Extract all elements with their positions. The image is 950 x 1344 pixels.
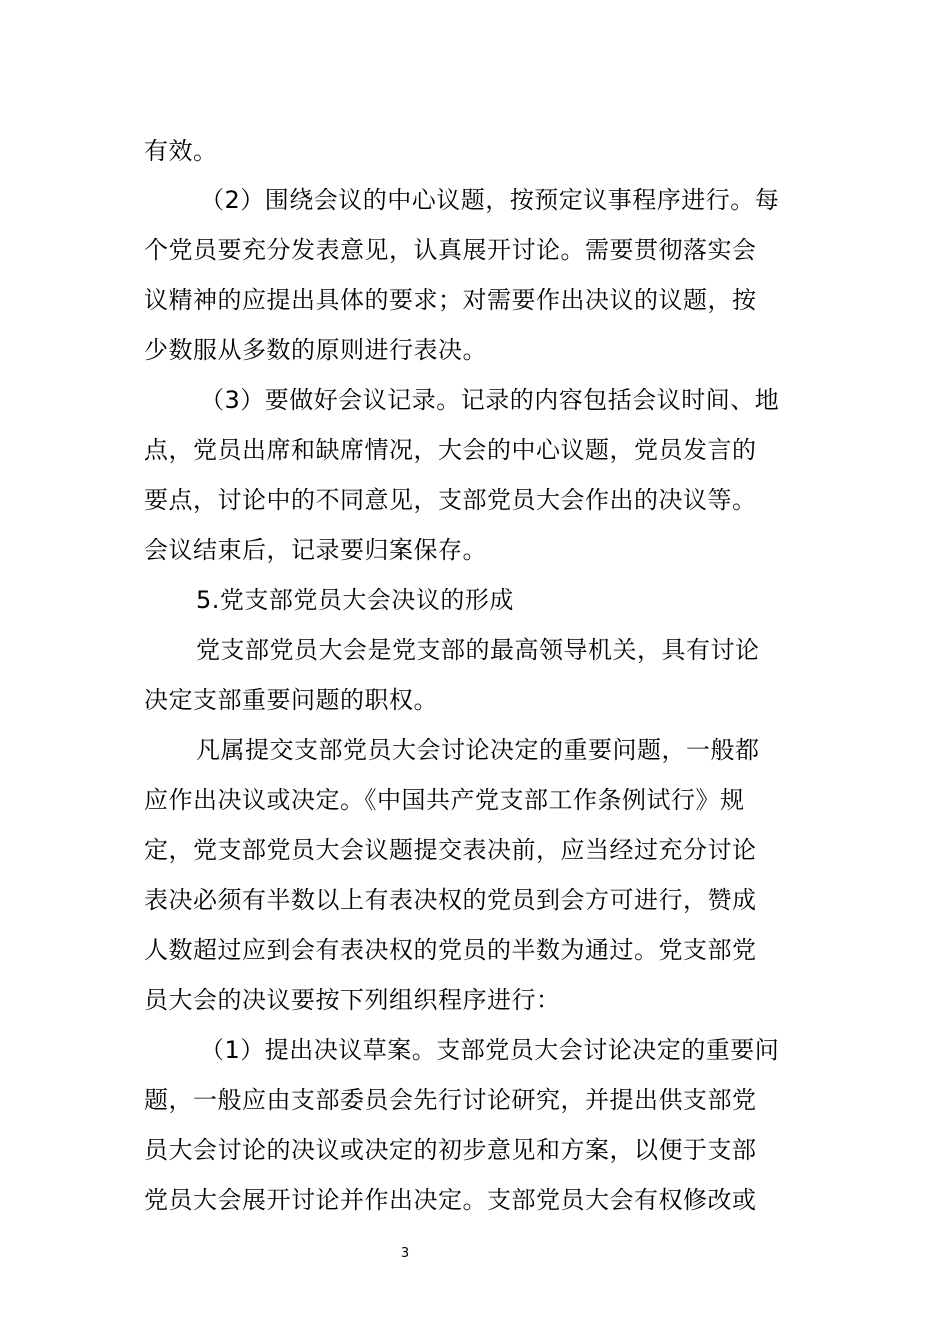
text-line: 凡属提交支部党员大会讨论决定的重要问题，一般都 [196,736,760,764]
text-line: （2）围绕会议的中心议题，按预定议事程序进行。每 [200,186,780,214]
section-heading: 5.党支部党员大会决议的形成 [196,586,514,614]
text-line: （1）提出决议草案。支部党员大会讨论决定的重要问 [200,1036,780,1064]
text-line: 员大会的决议要按下列组织程序进行： [144,986,561,1014]
text-line: 点，党员出席和缺席情况，大会的中心议题，党员发言的 [144,436,757,464]
text-line: 表决必须有半数以上有表决权的党员到会方可进行，赞成 [144,886,757,914]
text-line: 党支部党员大会是党支部的最高领导机关，具有讨论 [196,636,760,664]
text-line: 少数服从多数的原则进行表决。 [144,336,487,364]
text-line: 会议结束后，记录要归案保存。 [144,536,487,564]
text-line: 有效。 [144,137,218,165]
text-line: 应作出决议或决定。《中国共产党支部工作条例试行》规 [144,786,745,814]
text-line: 党员大会展开讨论并作出决定。支部党员大会有权修改或 [144,1186,757,1214]
text-line: 个党员要充分发表意见，认真展开讨论。需要贯彻落实会 [144,236,757,264]
text-line: 决定支部重要问题的职权。 [144,686,438,714]
text-line: 员大会讨论的决议或决定的初步意见和方案，以便于支部 [144,1136,757,1164]
text-line: （3）要做好会议记录。记录的内容包括会议时间、地 [200,386,780,414]
text-line: 要点，讨论中的不同意见，支部党员大会作出的决议等。 [144,486,757,514]
page-number: 3 [400,1246,410,1261]
text-line: 议精神的应提出具体的要求；对需要作出决议的议题，按 [144,286,757,314]
text-line: 人数超过应到会有表决权的党员的半数为通过。党支部党 [144,936,757,964]
text-line: 定，党支部党员大会议题提交表决前，应当经过充分讨论 [144,836,757,864]
text-line: 题，一般应由支部委员会先行讨论研究，并提出供支部党 [144,1086,757,1114]
